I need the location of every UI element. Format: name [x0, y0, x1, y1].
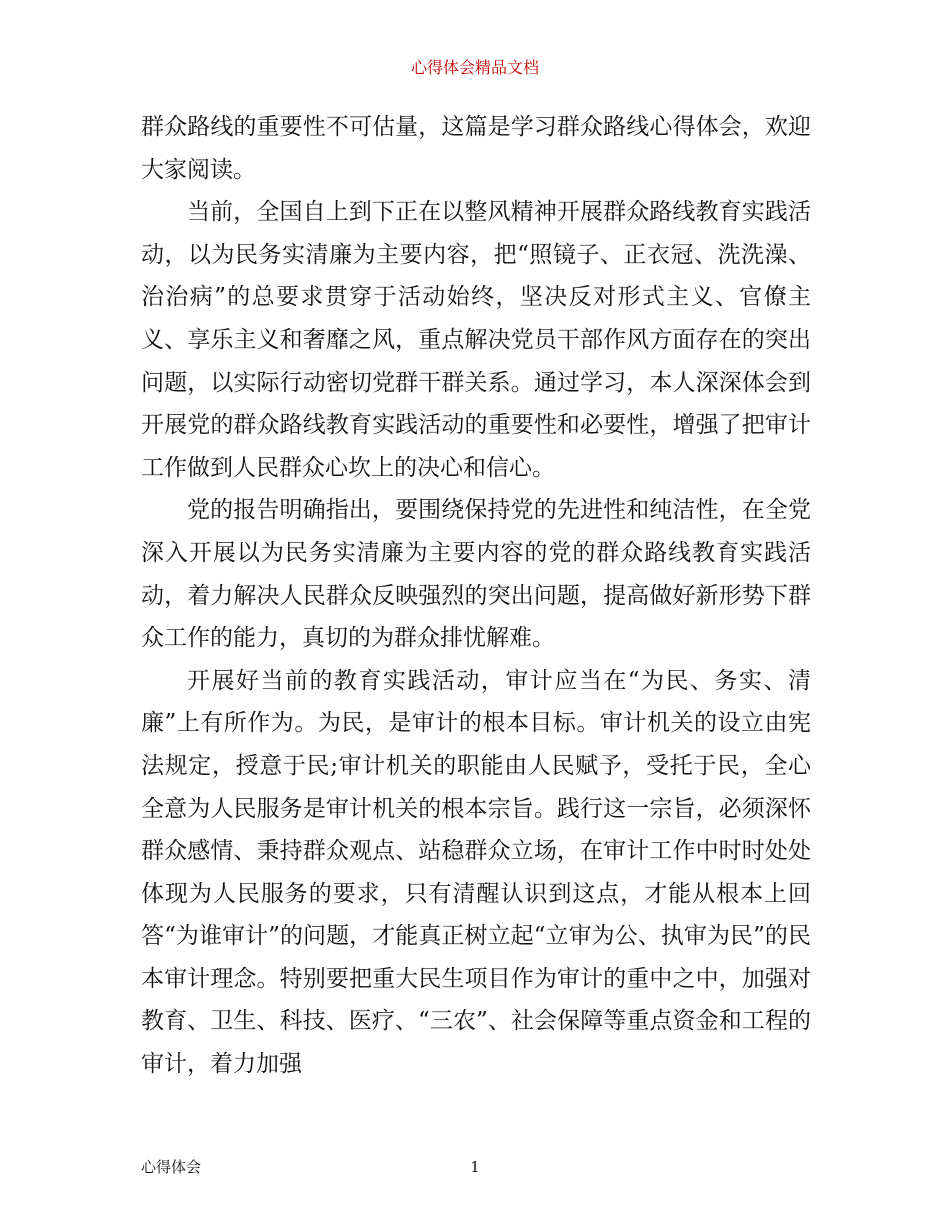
paragraph-party-report: 党的报告明确指出，要围绕保持党的先进性和纯洁性，在全党深入开展以为民务实清廉为主要内容的党的群众路线教育实践活动，着力解决人民群众反映强烈的突出问题，提高做好新形势下群众工作的能力，真切的为群众排忧解难。: [141, 497, 811, 652]
paragraph-audit-role: 开展好当前的教育实践活动，审计应当在“为民、务实、清廉”上有所作为。为民，是审计的根本目标。审计机关的设立由宪法规定，授意于民;审计机关的职能由人民赋予，受托于民，全心全意为人民服务是审计机关的根本宗旨。践行这一宗旨，必须深怀群众感情、秉持群众观点、站稳群众立场，在审计工作中时时处处体现为人民服务的要求，只有清醒认识到这点，才能从根本上回答“为谁审计”的问题，才能真正树立起“立审为公、执审为民”的民本审计理念。特别要把重大民生项目作为审计的重中之中，加强对教育、卫生、科技、医疗、“三农”、社会保障等重点资金和工程的审计，着力加强: [141, 667, 811, 1078]
paragraph-current-campaign: 当前，全国自上到下正在以整风精神开展群众路线教育实践活动，以为民务实清廉为主要内容，把“照镜子、正衣冠、洗洗澡、治治病”的总要求贯穿于活动始终，坚决反对形式主义、官僚主义、享乐主义和奢靡之风，重点解决党员干部作风方面存在的突出问题，以实际行动密切党群干群关系。通过学习，本人深深体会到开展党的群众路线教育实践活动的重要性和必要性，增强了把审计工作做到人民群众心坎上的决心和信心。: [141, 199, 811, 481]
page-number: 1: [470, 1158, 480, 1176]
footer-label: 心得体会: [141, 1158, 202, 1176]
page-header-title: 心得体会精品文档: [410, 58, 539, 77]
document-body: [141, 106, 811, 1086]
paragraph-intro: 群众路线的重要性不可估量，这篇是学习群众路线心得体会，欢迎大家阅读。: [141, 114, 811, 183]
